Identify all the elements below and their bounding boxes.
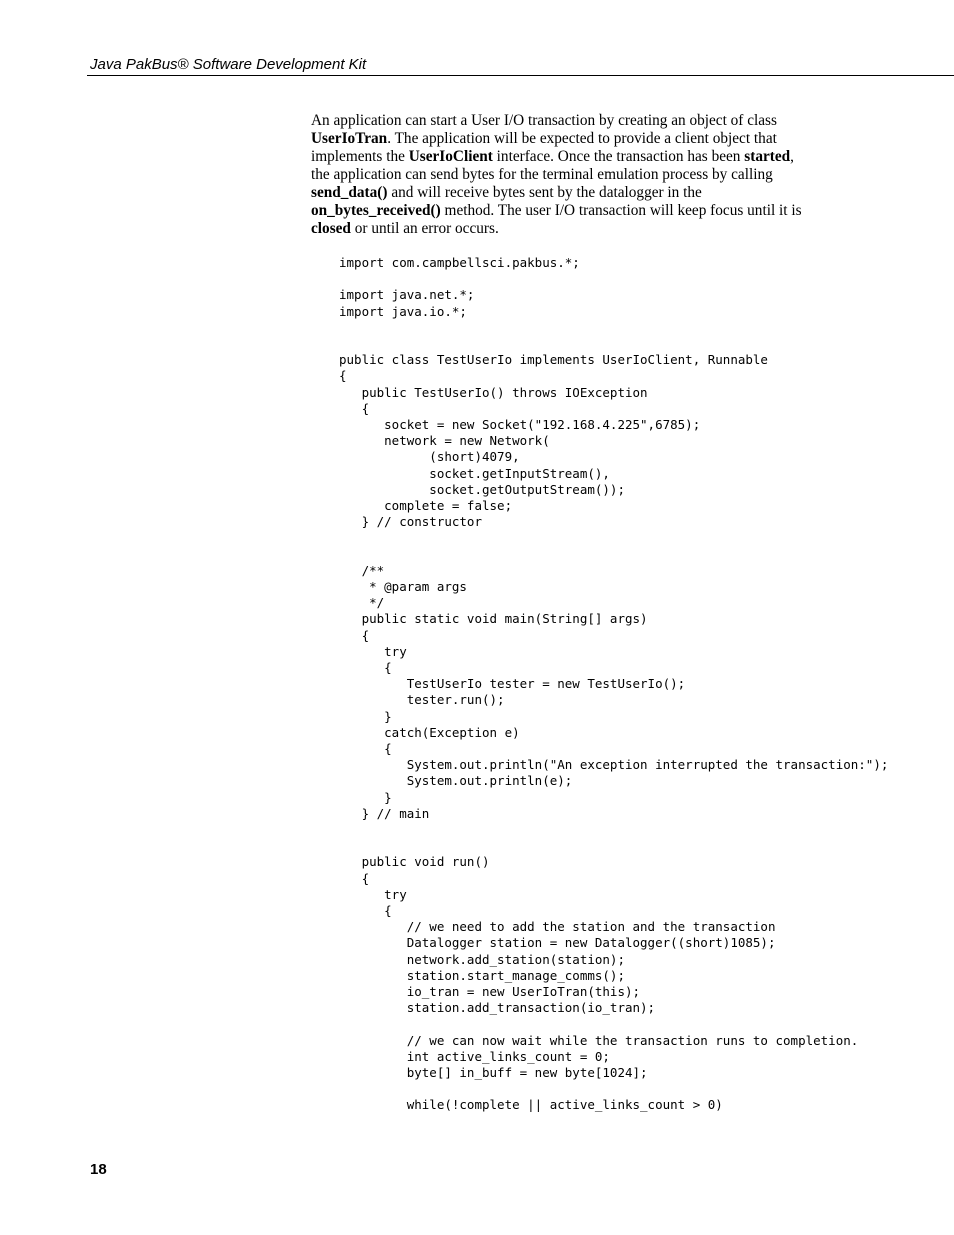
code-line: TestUserIo tester = new TestUserIo();: [339, 676, 686, 692]
code-line: System.out.println(e);: [339, 773, 573, 789]
code-line: station.add_transaction(io_tran);: [339, 1000, 656, 1016]
code-line: {: [339, 741, 392, 757]
intro-term: UserIoClient: [408, 148, 493, 165]
code-line: Datalogger station = new Datalogger((short)1085);: [339, 935, 776, 951]
code-line: {: [339, 368, 347, 384]
code-line: import java.net.*;: [339, 287, 475, 303]
code-line: [339, 838, 888, 854]
intro-term: on_bytes_received(): [311, 202, 441, 219]
code-line: // we need to add the station and the transaction: [339, 919, 776, 935]
intro-text: interface. Once the transaction has been: [492, 148, 745, 165]
intro-text: , the application can send bytes for the terminal emulation process by calling: [311, 148, 794, 183]
intro-term: UserIoTran: [311, 130, 388, 147]
running-header-title: Java PakBus® Software Development Kit: [90, 56, 367, 73]
intro-text: method. The user I/O transaction will keep focus until it is: [440, 202, 802, 219]
code-line: [339, 1081, 888, 1097]
code-line: [339, 336, 888, 352]
code-line: /**: [339, 562, 385, 578]
code-line: }: [339, 789, 392, 805]
code-line: (short)4079,: [339, 449, 520, 465]
intro-term: send_data(): [311, 184, 388, 201]
page-number: 18: [90, 1161, 107, 1178]
code-line: } // constructor: [339, 514, 482, 530]
code-line: public TestUserIo() throws IOException: [339, 384, 648, 400]
code-line: import java.io.*;: [339, 303, 467, 319]
code-line: // we can now wait while the transaction runs to completion.: [339, 1032, 859, 1048]
code-line: import com.campbellsci.pakbus.*;: [339, 255, 580, 270]
code-line: catch(Exception e): [339, 724, 520, 740]
code-line: public class TestUserIo implements UserIoClient, Runnable: [339, 352, 768, 368]
code-line: } // main: [339, 805, 430, 821]
code-line: public static void main(String[] args): [339, 611, 648, 627]
code-line: [339, 547, 888, 563]
code-line: */: [339, 595, 385, 611]
code-line: network.add_station(station);: [339, 951, 625, 967]
code-line: tester.run();: [339, 692, 505, 708]
intro-term: started: [744, 148, 791, 165]
intro-text: or until an error occurs.: [350, 220, 499, 237]
code-line: {: [339, 870, 370, 886]
code-line: try: [339, 886, 407, 902]
code-line: * @param args: [339, 578, 467, 594]
code-line: station.start_manage_comms();: [339, 967, 625, 983]
intro-text: . The application will be expected to provide a client object that implements the: [311, 130, 777, 165]
code-line: System.out.println("An exception interrupted the transaction:");: [339, 757, 889, 773]
code-line: {: [339, 660, 392, 675]
code-line: {: [339, 400, 370, 416]
code-line: [339, 320, 888, 336]
code-line: [339, 1016, 888, 1032]
code-line: byte[] in_buff = new byte[1024];: [339, 1065, 648, 1081]
code-line: socket.getInputStream(),: [339, 465, 610, 481]
code-line: try: [339, 643, 407, 659]
code-line: [339, 822, 888, 838]
code-line: {: [339, 903, 392, 919]
code-line: int active_links_count = 0;: [339, 1048, 610, 1064]
code-line: }: [339, 708, 392, 724]
header-rule: [87, 75, 954, 76]
code-line: while(!complete || active_links_count > 0): [339, 1097, 723, 1113]
code-listing: [339, 255, 888, 1114]
code-line: socket = new Socket("192.168.4.225",6785);: [339, 416, 701, 432]
code-line: network = new Network(: [339, 433, 550, 449]
code-line: public void run(): [339, 854, 490, 870]
code-line: complete = false;: [339, 498, 513, 513]
intro-text: An application can start a User I/O transaction by creating an object of class: [311, 112, 777, 129]
intro-term: closed: [311, 220, 351, 237]
intro-text: and will receive bytes sent by the datalogger in the: [387, 184, 702, 201]
code-line: socket.getOutputStream());: [339, 481, 625, 497]
intro-paragraph: [311, 112, 811, 238]
code-line: {: [339, 627, 370, 643]
code-line: io_tran = new UserIoTran(this);: [339, 984, 641, 1000]
code-line: [339, 271, 888, 287]
code-line: [339, 530, 888, 546]
